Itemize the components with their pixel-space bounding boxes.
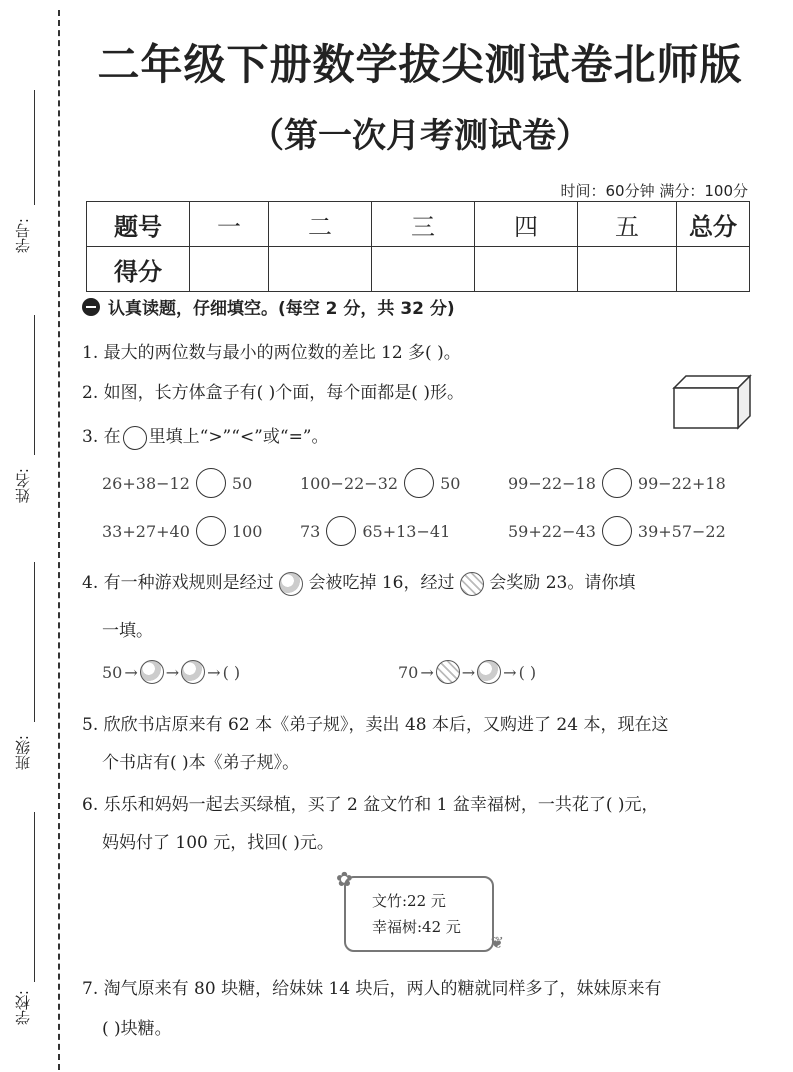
name-label: 姓名: <box>14 468 32 504</box>
compare-circle-input[interactable] <box>196 516 226 546</box>
compare-right: 50 <box>231 473 253 493</box>
arrow-icon: → <box>165 662 180 682</box>
question-7-cont: ( )块糖。 <box>102 1019 172 1039</box>
compare-left: 73 <box>300 521 321 541</box>
exam-meta: 时间：60分钟 满分：100分 <box>560 182 748 200</box>
compare-left: 26+38−12 <box>102 473 190 493</box>
compare-right: 65+13−41 <box>362 521 451 541</box>
cut-line <box>58 10 60 1070</box>
flow-chain-b <box>398 660 536 684</box>
question-2: 2. 如图，长方体盒子有( )个面，每个面都是( )形。 <box>82 383 464 403</box>
flow-chain-a <box>102 660 240 684</box>
compare-left: 99−22−18 <box>508 473 596 493</box>
question-4-part3: 会奖励 23。请你填 <box>489 573 636 593</box>
score-cell[interactable] <box>578 247 677 292</box>
score-cell[interactable] <box>269 247 372 292</box>
beach-ball-icon <box>181 660 205 684</box>
compare-left: 33+27+40 <box>102 521 190 541</box>
question-3-text: 里填上“>”“<”或“=”。 <box>148 427 329 447</box>
question-4 <box>82 568 635 596</box>
header-cell: 一 <box>190 202 269 247</box>
header-cell: 三 <box>372 202 475 247</box>
compare-item <box>102 468 252 498</box>
flow-start: 70 <box>398 662 419 682</box>
question-3 <box>82 422 329 450</box>
student-id-line <box>34 90 35 205</box>
leaf-icon: ❦ <box>490 933 504 952</box>
school-line <box>34 812 35 982</box>
compare-right: 99−22+18 <box>637 473 726 493</box>
compare-circle-input[interactable] <box>602 516 632 546</box>
arrow-icon: → <box>461 662 476 682</box>
flow-answer-blank[interactable]: ( ) <box>518 662 537 682</box>
arrow-icon: → <box>207 662 221 682</box>
header-cell: 五 <box>578 202 677 247</box>
class-label: 班级: <box>14 735 32 771</box>
class-line <box>34 562 35 722</box>
price-line: 文竹:22 元 <box>372 892 446 910</box>
header-cell: 二 <box>269 202 372 247</box>
section-number-icon <box>82 298 100 316</box>
compare-circle-input[interactable] <box>326 516 356 546</box>
score-cell[interactable] <box>190 247 269 292</box>
question-7: 7. 淘气原来有 80 块糖，给妹妹 14 块后，两人的糖就同样多了，妹妹原来有 <box>82 979 662 999</box>
beach-ball-icon <box>279 572 303 596</box>
cuboid-icon <box>672 374 752 430</box>
compare-item <box>300 468 460 498</box>
arrow-icon: → <box>503 662 517 682</box>
score-row-label: 得分 <box>87 247 190 292</box>
question-6-cont: 妈妈付了 100 元，找回( )元。 <box>102 833 334 853</box>
header-cell: 题号 <box>87 202 190 247</box>
student-id-label: 学号: <box>14 218 32 254</box>
question-5: 5. 欣欣书店原来有 62 本《弟子规》，卖出 48 本后，又购进了 24 本，现在这 <box>82 715 669 735</box>
arrow-icon: → <box>420 662 434 682</box>
section-heading <box>82 294 455 319</box>
question-5-cont: 个书店有( )本《弟子规》。 <box>102 753 300 773</box>
compare-right: 39+57−22 <box>637 521 726 541</box>
question-4-part2: 会被吃掉 16，经过 <box>308 573 455 593</box>
compare-item <box>300 516 450 546</box>
question-4-part1: 4. 有一种游戏规则是经过 <box>82 573 274 593</box>
name-line <box>34 315 35 455</box>
score-table-score-row <box>87 247 750 292</box>
question-6: 6. 乐乐和妈妈一起去买绿植，买了 2 盆文竹和 1 盆幸福树，一共花了( )元， <box>82 795 659 815</box>
compare-left: 59+22−43 <box>508 521 596 541</box>
price-line: 幸福树:42 元 <box>372 918 461 936</box>
header-cell: 总分 <box>677 202 750 247</box>
question-4-cont: 一填。 <box>102 621 153 641</box>
score-table <box>86 201 750 292</box>
compare-item <box>508 516 726 546</box>
beach-ball-icon <box>140 660 164 684</box>
compare-item <box>508 468 726 498</box>
binding-margin <box>0 0 60 1072</box>
flower-icon: ✿ <box>336 867 353 891</box>
compare-circle-input[interactable] <box>602 468 632 498</box>
school-label: 学校: <box>14 990 32 1026</box>
circle-icon <box>123 426 147 450</box>
page-subtitle: （第一次月考测试卷） <box>250 116 590 156</box>
score-table-header-row <box>87 202 750 247</box>
section-title: 认真读题，仔细填空。(每空 2 分，共 32 分) <box>108 299 455 319</box>
question-1: 1. 最大的两位数与最小的两位数的差比 12 多( )。 <box>82 343 461 363</box>
price-card <box>336 867 504 952</box>
volleyball-icon <box>460 572 484 596</box>
compare-left: 100−22−32 <box>300 473 399 493</box>
question-3-prefix: 3. 在 <box>82 427 121 447</box>
score-cell[interactable] <box>677 247 750 292</box>
flow-answer-blank[interactable]: ( ) <box>222 662 241 682</box>
beach-ball-icon <box>477 660 501 684</box>
score-cell[interactable] <box>372 247 475 292</box>
compare-circle-input[interactable] <box>404 468 434 498</box>
flow-start: 50 <box>102 662 123 682</box>
score-cell[interactable] <box>475 247 578 292</box>
page-title: 二年级下册数学拔尖测试卷北师版 <box>97 40 743 89</box>
compare-right: 50 <box>440 473 461 493</box>
header-cell: 四 <box>475 202 578 247</box>
arrow-icon: → <box>124 662 138 682</box>
compare-right: 100 <box>231 521 263 541</box>
compare-item <box>102 516 262 546</box>
compare-circle-input[interactable] <box>196 468 226 498</box>
volleyball-icon <box>436 660 460 684</box>
